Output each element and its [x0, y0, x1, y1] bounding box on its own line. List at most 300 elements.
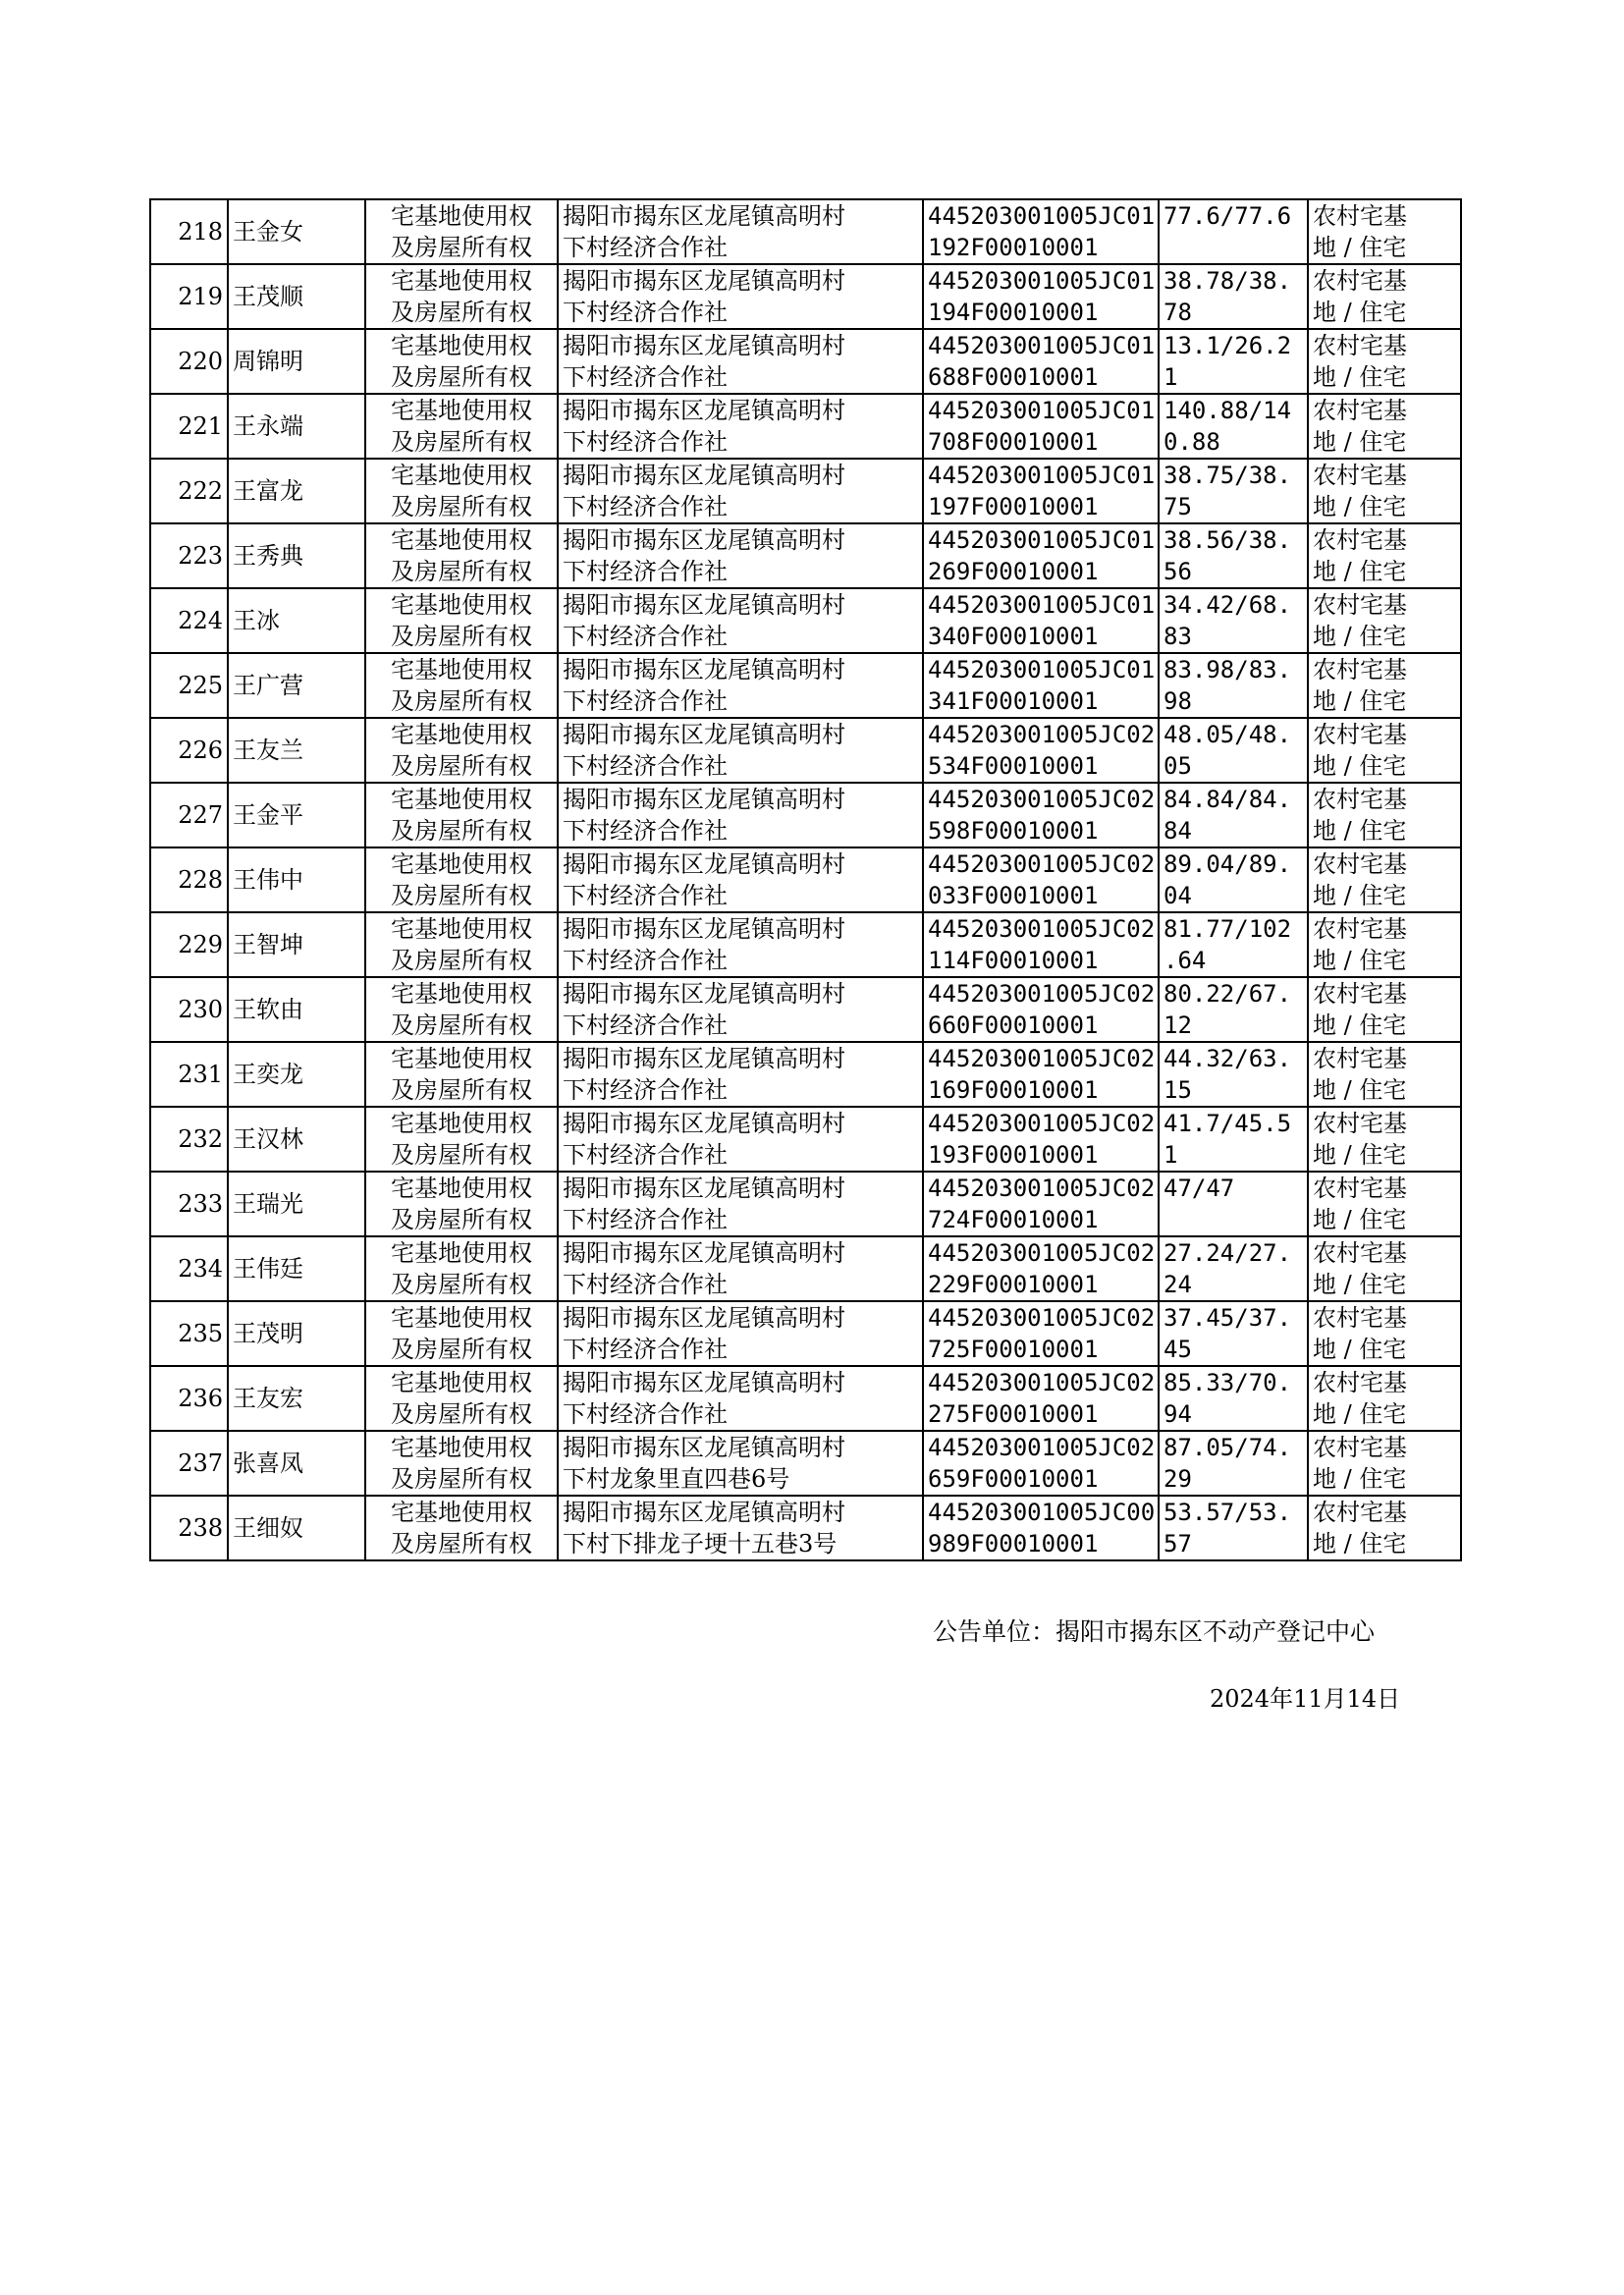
cell-area: [1159, 718, 1308, 783]
cell-location-line: 下村经济合作社: [563, 1076, 728, 1104]
cell-right-type-line: 及房屋所有权: [391, 558, 532, 585]
cell-area: [1159, 1366, 1308, 1431]
cell-owner-name: 王金女: [228, 199, 365, 264]
cell-land-use-line: 地 / 住宅: [1313, 1400, 1407, 1428]
cell-unit-code-line: 445203001005JC02: [928, 1434, 1156, 1461]
cell-unit-code: [923, 199, 1159, 264]
cell-area-line: 84.84/84.: [1164, 786, 1292, 813]
cell-unit-code-line: 445203001005JC02: [928, 980, 1156, 1008]
cell-right-type-line: 及房屋所有权: [391, 817, 532, 845]
cell-right-type-line: 宅基地使用权: [391, 397, 532, 424]
cell-right-type: [365, 523, 558, 588]
cell-right-type: [365, 264, 558, 329]
cell-right-type-line: 宅基地使用权: [391, 1175, 532, 1202]
cell-location-line: 下村经济合作社: [563, 687, 728, 715]
cell-location-line: 揭阳市揭东区龙尾镇高明村: [563, 980, 845, 1008]
cell-land-use-line: 农村宅基: [1313, 980, 1407, 1008]
cell-right-type: [365, 394, 558, 459]
cell-owner-name: 王茂顺: [228, 264, 365, 329]
cell-unit-code-line: 192F00010001: [928, 234, 1099, 261]
cell-unit-code-line: 724F00010001: [928, 1206, 1099, 1233]
cell-right-type-line: 及房屋所有权: [391, 1336, 532, 1363]
cell-unit-code: [923, 1107, 1159, 1172]
cell-unit-code-line: 445203001005JC02: [928, 1175, 1156, 1202]
cell-land-use-line: 地 / 住宅: [1313, 752, 1407, 780]
cell-right-type-line: 宅基地使用权: [391, 332, 532, 359]
cell-location: [558, 1366, 923, 1431]
table-row: [150, 199, 1461, 264]
cell-location-line: 揭阳市揭东区龙尾镇高明村: [563, 850, 845, 878]
cell-location: [558, 718, 923, 783]
cell-area-line: [1164, 232, 1303, 263]
cell-area-line: 38.78/38.: [1164, 267, 1292, 295]
cell-unit-code-line: 340F00010001: [928, 623, 1099, 650]
cell-area-line: 05: [1164, 752, 1192, 780]
cell-unit-code-line: 445203001005JC02: [928, 721, 1156, 748]
cell-right-type: [365, 912, 558, 977]
cell-land-use-line: 农村宅基: [1313, 1175, 1407, 1202]
cell-area-line: 1: [1164, 1141, 1178, 1169]
cell-right-type-line: 宅基地使用权: [391, 1045, 532, 1072]
cell-unit-code-line: 341F00010001: [928, 687, 1099, 715]
cell-location: [558, 1431, 923, 1496]
cell-unit-code-line: 445203001005JC01: [928, 332, 1156, 359]
cell-area-line: 29: [1164, 1465, 1192, 1493]
cell-number: 227: [150, 783, 228, 847]
cell-location-line: 下村经济合作社: [563, 493, 728, 520]
cell-area: [1159, 329, 1308, 394]
cell-location: [558, 394, 923, 459]
cell-location-line: 下村经济合作社: [563, 1271, 728, 1298]
cell-location-line: 揭阳市揭东区龙尾镇高明村: [563, 591, 845, 619]
cell-area-line: 77.6/77.6: [1164, 202, 1292, 230]
table-row: [150, 1496, 1461, 1560]
cell-unit-code: [923, 1042, 1159, 1107]
cell-unit-code-line: 989F00010001: [928, 1530, 1099, 1557]
cell-land-use: [1308, 847, 1461, 912]
cell-area-line: 98: [1164, 687, 1192, 715]
table-row: [150, 1431, 1461, 1496]
cell-right-type-line: 及房屋所有权: [391, 947, 532, 974]
cell-right-type-line: 宅基地使用权: [391, 1110, 532, 1137]
cell-land-use-line: 农村宅基: [1313, 332, 1407, 359]
cell-right-type-line: 宅基地使用权: [391, 1434, 532, 1461]
cell-unit-code-line: 445203001005JC02: [928, 1045, 1156, 1072]
cell-unit-code: [923, 1172, 1159, 1236]
cell-number: 229: [150, 912, 228, 977]
cell-unit-code: [923, 1431, 1159, 1496]
table-row: [150, 977, 1461, 1042]
cell-right-type-line: 及房屋所有权: [391, 493, 532, 520]
cell-land-use: [1308, 783, 1461, 847]
cell-unit-code-line: 445203001005JC01: [928, 202, 1156, 230]
cell-location-line: 揭阳市揭东区龙尾镇高明村: [563, 267, 845, 295]
cell-land-use: [1308, 459, 1461, 523]
cell-right-type-line: 宅基地使用权: [391, 915, 532, 943]
cell-number: 221: [150, 394, 228, 459]
cell-unit-code-line: 194F00010001: [928, 299, 1099, 326]
table-row: [150, 847, 1461, 912]
cell-area-line: 57: [1164, 1530, 1192, 1557]
cell-location: [558, 1172, 923, 1236]
cell-right-type: [365, 1366, 558, 1431]
cell-area-line: 04: [1164, 882, 1192, 909]
table-body: [150, 199, 1461, 1560]
cell-land-use-line: 地 / 住宅: [1313, 1336, 1407, 1363]
cell-unit-code-line: 275F00010001: [928, 1400, 1099, 1428]
cell-unit-code: [923, 847, 1159, 912]
cell-owner-name: 王智坤: [228, 912, 365, 977]
cell-location-line: 揭阳市揭东区龙尾镇高明村: [563, 462, 845, 489]
cell-owner-name: 王细奴: [228, 1496, 365, 1560]
cell-land-use-line: 地 / 住宅: [1313, 1530, 1407, 1557]
cell-area-line: 48.05/48.: [1164, 721, 1292, 748]
cell-area-line: 41.7/45.5: [1164, 1110, 1292, 1137]
cell-land-use-line: 地 / 住宅: [1313, 493, 1407, 520]
cell-location-line: 下村龙象里直四巷6号: [563, 1465, 790, 1493]
cell-area-line: 53.57/53.: [1164, 1499, 1292, 1526]
cell-land-use-line: 地 / 住宅: [1313, 1141, 1407, 1169]
cell-owner-name: 王瑞光: [228, 1172, 365, 1236]
cell-area: [1159, 199, 1308, 264]
cell-number: 224: [150, 588, 228, 653]
cell-location-line: 下村经济合作社: [563, 363, 728, 391]
cell-land-use-line: 农村宅基: [1313, 591, 1407, 619]
cell-land-use: [1308, 1366, 1461, 1431]
cell-land-use-line: 农村宅基: [1313, 850, 1407, 878]
cell-location: [558, 912, 923, 977]
table-row: [150, 1172, 1461, 1236]
cell-area-line: 44.32/63.: [1164, 1045, 1292, 1072]
cell-unit-code-line: 033F00010001: [928, 882, 1099, 909]
table-row: [150, 1301, 1461, 1366]
cell-area-line: 38.75/38.: [1164, 462, 1292, 489]
cell-right-type: [365, 459, 558, 523]
cell-area-line: 78: [1164, 299, 1192, 326]
cell-area: [1159, 977, 1308, 1042]
cell-right-type-line: 及房屋所有权: [391, 1530, 532, 1557]
cell-right-type: [365, 1042, 558, 1107]
cell-unit-code-line: 445203001005JC02: [928, 1110, 1156, 1137]
cell-owner-name: 王软由: [228, 977, 365, 1042]
cell-land-use: [1308, 264, 1461, 329]
cell-land-use-line: 地 / 住宅: [1313, 1011, 1407, 1039]
cell-owner-name: 王冰: [228, 588, 365, 653]
cell-right-type: [365, 1431, 558, 1496]
cell-number: 232: [150, 1107, 228, 1172]
cell-location: [558, 1301, 923, 1366]
cell-area-line: 94: [1164, 1400, 1192, 1428]
table-row: [150, 1366, 1461, 1431]
cell-right-type: [365, 588, 558, 653]
cell-area: [1159, 588, 1308, 653]
announcement-date: 2024年11月14日: [1210, 1685, 1401, 1713]
table-row: [150, 523, 1461, 588]
cell-number: 218: [150, 199, 228, 264]
cell-unit-code-line: 445203001005JC02: [928, 786, 1156, 813]
cell-land-use-line: 地 / 住宅: [1313, 1271, 1407, 1298]
cell-right-type-line: 宅基地使用权: [391, 980, 532, 1008]
cell-location: [558, 588, 923, 653]
cell-unit-code-line: 197F00010001: [928, 493, 1099, 520]
cell-area-line: 27.24/27.: [1164, 1239, 1292, 1267]
cell-area: [1159, 847, 1308, 912]
cell-unit-code-line: 445203001005JC01: [928, 526, 1156, 554]
cell-right-type-line: 宅基地使用权: [391, 1369, 532, 1396]
cell-unit-code: [923, 459, 1159, 523]
cell-location-line: 下村经济合作社: [563, 234, 728, 261]
table-row: [150, 394, 1461, 459]
cell-unit-code-line: 169F00010001: [928, 1076, 1099, 1104]
cell-location: [558, 459, 923, 523]
cell-location-line: 揭阳市揭东区龙尾镇高明村: [563, 1434, 845, 1461]
cell-unit-code-line: 445203001005JC01: [928, 267, 1156, 295]
cell-unit-code: [923, 1496, 1159, 1560]
cell-land-use: [1308, 1431, 1461, 1496]
cell-land-use-line: 农村宅基: [1313, 397, 1407, 424]
cell-right-type-line: 及房屋所有权: [391, 752, 532, 780]
cell-owner-name: 王汉林: [228, 1107, 365, 1172]
cell-location: [558, 199, 923, 264]
cell-area: [1159, 264, 1308, 329]
cell-right-type-line: 宅基地使用权: [391, 462, 532, 489]
cell-unit-code-line: 445203001005JC02: [928, 1369, 1156, 1396]
cell-area: [1159, 1042, 1308, 1107]
cell-location: [558, 653, 923, 718]
cell-land-use-line: 农村宅基: [1313, 1369, 1407, 1396]
cell-right-type-line: 及房屋所有权: [391, 623, 532, 650]
cell-unit-code-line: 445203001005JC01: [928, 462, 1156, 489]
table-row: [150, 1236, 1461, 1301]
cell-land-use-line: 农村宅基: [1313, 267, 1407, 295]
cell-location-line: 下村经济合作社: [563, 882, 728, 909]
table-row: [150, 653, 1461, 718]
cell-land-use-line: 农村宅基: [1313, 1499, 1407, 1526]
cell-land-use: [1308, 912, 1461, 977]
cell-land-use: [1308, 1042, 1461, 1107]
cell-unit-code: [923, 329, 1159, 394]
cell-unit-code-line: 725F00010001: [928, 1336, 1099, 1363]
cell-area-line: 75: [1164, 493, 1192, 520]
cell-right-type-line: 宅基地使用权: [391, 526, 532, 554]
cell-area-line: 84: [1164, 817, 1192, 845]
cell-land-use: [1308, 1107, 1461, 1172]
cell-right-type-line: 宅基地使用权: [391, 1499, 532, 1526]
cell-area-line: 1: [1164, 363, 1178, 391]
cell-location-line: 揭阳市揭东区龙尾镇高明村: [563, 1175, 845, 1202]
announcing-unit: 公告单位：揭阳市揭东区不动产登记中心: [933, 1617, 1376, 1646]
cell-location: [558, 783, 923, 847]
table-row: [150, 264, 1461, 329]
cell-land-use-line: 地 / 住宅: [1313, 428, 1407, 456]
cell-unit-code: [923, 588, 1159, 653]
cell-owner-name: 周锦明: [228, 329, 365, 394]
cell-area-line: 83.98/83.: [1164, 656, 1292, 683]
cell-land-use-line: 农村宅基: [1313, 656, 1407, 683]
cell-land-use-line: 地 / 住宅: [1313, 623, 1407, 650]
cell-land-use-line: 农村宅基: [1313, 1110, 1407, 1137]
cell-number: 222: [150, 459, 228, 523]
cell-land-use: [1308, 977, 1461, 1042]
cell-unit-code: [923, 394, 1159, 459]
cell-location-line: 下村经济合作社: [563, 1141, 728, 1169]
cell-unit-code-line: 445203001005JC02: [928, 850, 1156, 878]
cell-right-type-line: 及房屋所有权: [391, 1465, 532, 1493]
cell-location: [558, 847, 923, 912]
cell-area-line: 85.33/70.: [1164, 1369, 1292, 1396]
cell-land-use: [1308, 653, 1461, 718]
cell-number: 228: [150, 847, 228, 912]
cell-number: 235: [150, 1301, 228, 1366]
cell-number: 226: [150, 718, 228, 783]
cell-unit-code-line: 445203001005JC00: [928, 1499, 1156, 1526]
cell-land-use-line: 农村宅基: [1313, 786, 1407, 813]
cell-owner-name: 王广营: [228, 653, 365, 718]
cell-area-line: 80.22/67.: [1164, 980, 1292, 1008]
cell-right-type-line: 及房屋所有权: [391, 1271, 532, 1298]
cell-unit-code: [923, 912, 1159, 977]
cell-location-line: 揭阳市揭东区龙尾镇高明村: [563, 332, 845, 359]
cell-location-line: 揭阳市揭东区龙尾镇高明村: [563, 397, 845, 424]
cell-owner-name: 王友兰: [228, 718, 365, 783]
cell-location-line: 揭阳市揭东区龙尾镇高明村: [563, 1304, 845, 1332]
cell-location-line: 下村经济合作社: [563, 299, 728, 326]
cell-right-type-line: 宅基地使用权: [391, 591, 532, 619]
cell-land-use-line: 农村宅基: [1313, 721, 1407, 748]
cell-owner-name: 王伟廷: [228, 1236, 365, 1301]
cell-right-type-line: 及房屋所有权: [391, 1400, 532, 1428]
cell-location-line: 揭阳市揭东区龙尾镇高明村: [563, 1045, 845, 1072]
cell-right-type-line: 及房屋所有权: [391, 234, 532, 261]
cell-right-type-line: 宅基地使用权: [391, 850, 532, 878]
table-row: [150, 1107, 1461, 1172]
cell-number: 219: [150, 264, 228, 329]
cell-area-line: 24: [1164, 1271, 1192, 1298]
cell-unit-code: [923, 523, 1159, 588]
cell-land-use-line: 农村宅基: [1313, 1434, 1407, 1461]
cell-land-use: [1308, 329, 1461, 394]
cell-land-use: [1308, 394, 1461, 459]
cell-unit-code-line: 598F00010001: [928, 817, 1099, 845]
cell-location-line: 揭阳市揭东区龙尾镇高明村: [563, 1110, 845, 1137]
cell-location-line: 下村经济合作社: [563, 752, 728, 780]
cell-area-line: 34.42/68.: [1164, 591, 1292, 619]
cell-area-line: 45: [1164, 1336, 1192, 1363]
cell-unit-code-line: 445203001005JC01: [928, 591, 1156, 619]
cell-land-use-line: 地 / 住宅: [1313, 882, 1407, 909]
cell-owner-name: 王茂明: [228, 1301, 365, 1366]
cell-right-type-line: 宅基地使用权: [391, 656, 532, 683]
cell-location-line: 下村经济合作社: [563, 1011, 728, 1039]
registry-table: [149, 198, 1462, 1561]
cell-right-type: [365, 199, 558, 264]
cell-unit-code-line: 534F00010001: [928, 752, 1099, 780]
cell-land-use-line: 农村宅基: [1313, 526, 1407, 554]
cell-area-line: 47/47: [1164, 1175, 1235, 1202]
cell-right-type-line: 及房屋所有权: [391, 687, 532, 715]
cell-location-line: 下村经济合作社: [563, 1400, 728, 1428]
cell-number: 225: [150, 653, 228, 718]
cell-owner-name: 王奕龙: [228, 1042, 365, 1107]
cell-unit-code: [923, 977, 1159, 1042]
cell-land-use-line: 地 / 住宅: [1313, 299, 1407, 326]
cell-location-line: 揭阳市揭东区龙尾镇高明村: [563, 786, 845, 813]
cell-location-line: 揭阳市揭东区龙尾镇高明村: [563, 526, 845, 554]
cell-right-type-line: 及房屋所有权: [391, 299, 532, 326]
cell-location-line: 下村经济合作社: [563, 1206, 728, 1233]
cell-location-line: 揭阳市揭东区龙尾镇高明村: [563, 1499, 845, 1526]
cell-right-type: [365, 977, 558, 1042]
cell-area: [1159, 783, 1308, 847]
cell-unit-code-line: 229F00010001: [928, 1271, 1099, 1298]
cell-right-type: [365, 1496, 558, 1560]
cell-land-use-line: 地 / 住宅: [1313, 947, 1407, 974]
cell-area-line: [1164, 1204, 1303, 1235]
cell-land-use: [1308, 523, 1461, 588]
cell-location-line: 下村经济合作社: [563, 428, 728, 456]
cell-location-line: 下村经济合作社: [563, 558, 728, 585]
cell-location-line: 下村经济合作社: [563, 1336, 728, 1363]
cell-land-use: [1308, 588, 1461, 653]
cell-area: [1159, 912, 1308, 977]
cell-unit-code: [923, 653, 1159, 718]
cell-land-use: [1308, 718, 1461, 783]
cell-unit-code-line: 114F00010001: [928, 947, 1099, 974]
table-row: [150, 1042, 1461, 1107]
cell-land-use: [1308, 199, 1461, 264]
cell-number: 238: [150, 1496, 228, 1560]
cell-right-type-line: 及房屋所有权: [391, 1141, 532, 1169]
cell-land-use-line: 农村宅基: [1313, 915, 1407, 943]
cell-area: [1159, 1236, 1308, 1301]
cell-area-line: 81.77/102: [1164, 915, 1292, 943]
cell-number: 234: [150, 1236, 228, 1301]
cell-land-use: [1308, 1496, 1461, 1560]
cell-owner-name: 王友宏: [228, 1366, 365, 1431]
cell-area-line: 12: [1164, 1011, 1192, 1039]
cell-right-type: [365, 653, 558, 718]
cell-number: 237: [150, 1431, 228, 1496]
cell-location: [558, 1496, 923, 1560]
cell-land-use-line: 农村宅基: [1313, 1045, 1407, 1072]
cell-number: 230: [150, 977, 228, 1042]
cell-right-type-line: 及房屋所有权: [391, 1011, 532, 1039]
table-row: [150, 459, 1461, 523]
cell-location: [558, 329, 923, 394]
cell-land-use-line: 地 / 住宅: [1313, 1206, 1407, 1233]
cell-area: [1159, 1496, 1308, 1560]
cell-land-use-line: 地 / 住宅: [1313, 687, 1407, 715]
cell-area-line: 87.05/74.: [1164, 1434, 1292, 1461]
cell-unit-code-line: 445203001005JC02: [928, 915, 1156, 943]
table-row: [150, 912, 1461, 977]
cell-area: [1159, 1107, 1308, 1172]
cell-area: [1159, 1301, 1308, 1366]
cell-owner-name: 王金平: [228, 783, 365, 847]
cell-right-type: [365, 329, 558, 394]
cell-number: 220: [150, 329, 228, 394]
cell-number: 231: [150, 1042, 228, 1107]
cell-location: [558, 264, 923, 329]
cell-owner-name: 王永端: [228, 394, 365, 459]
cell-right-type-line: 宅基地使用权: [391, 1239, 532, 1267]
cell-right-type-line: 宅基地使用权: [391, 786, 532, 813]
cell-location-line: 揭阳市揭东区龙尾镇高明村: [563, 915, 845, 943]
cell-right-type: [365, 783, 558, 847]
cell-land-use-line: 地 / 住宅: [1313, 558, 1407, 585]
cell-area-line: .64: [1164, 947, 1207, 974]
cell-owner-name: 王秀典: [228, 523, 365, 588]
